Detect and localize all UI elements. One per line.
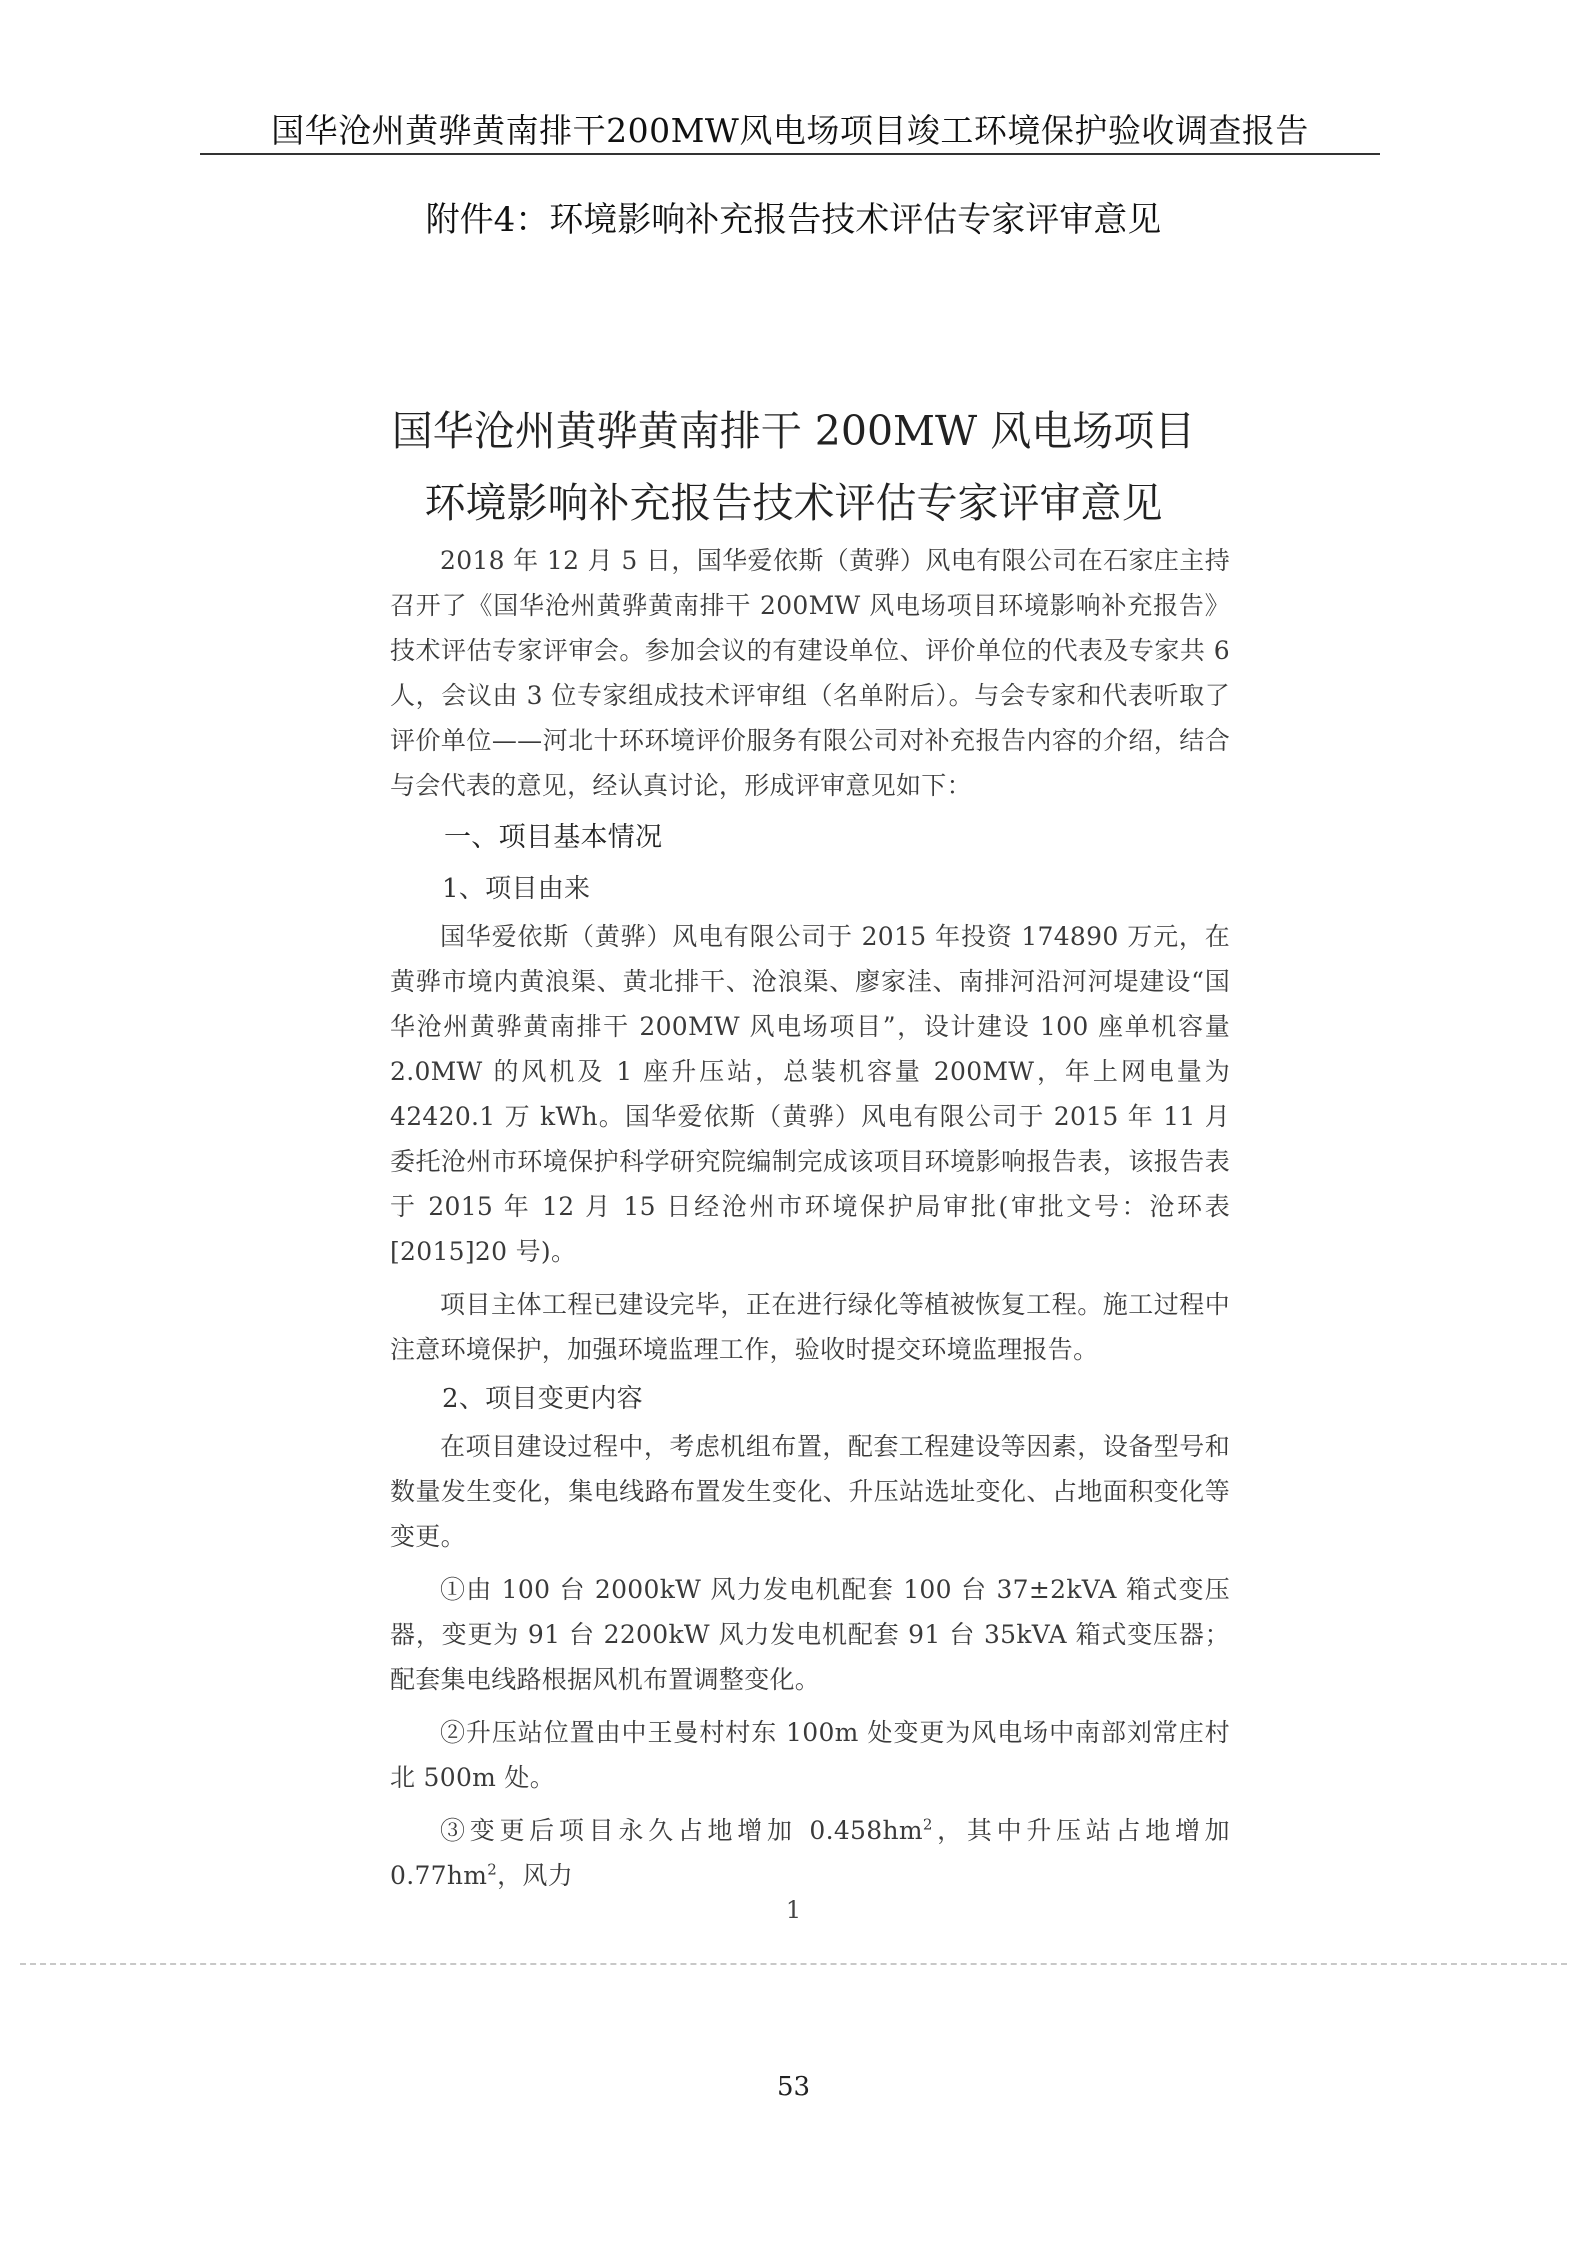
change-item-3-text-b: ，其中升压站占地增加 0.77hm xyxy=(390,1816,1230,1890)
section-heading: 一、项目基本情况 xyxy=(444,822,663,853)
subsection-heading: 1、项目由来 xyxy=(442,874,591,904)
change-item-2: ②升压站位置由中王曼村村东 100m 处变更为风电场中南部刘常庄村北 500m 处。 xyxy=(390,1718,1230,1792)
document-body xyxy=(390,538,1230,1898)
change-item-3-text-c: ，风力 xyxy=(497,1861,574,1890)
attachment-title: 附件4：环境影响补充报告技术评估专家评审意见 xyxy=(425,200,1162,240)
project-origin-paragraph: 国华爱依斯（黄骅）风电有限公司于 2015 年投资 174890 万元，在黄骅市境内黄浪渠、黄北排干、沧浪渠、廖家洼、南排河沿河河堤建设“国华沧州黄骅黄南排干 200MW 风电场项目”，设计建设 100 座单机容量 2.0MW 的风机及 1 座升压站，总装机容量 200MW，年上网电量为 42420.1 万 kWh。国华爱依斯（黄骅）风电有限公司于 2015 年 11 月委托沧州市环境保护科学研究院编制完成该项目环境影响报告表，该报告表于 2015 年 12 月 15 日经沧州市环境保护局审批(审批文号：沧环表[2015]20 号)。 xyxy=(390,922,1230,1266)
change-item-3 xyxy=(390,1808,1230,1898)
intro-paragraph: 2018 年 12 月 5 日，国华爱依斯（黄骅）风电有限公司在石家庄主持召开了《国华沧州黄骅黄南排干 200MW 风电场项目环境影响补充报告》技术评估专家评审会。参加会议的有建设单位、评价单位的代表及专家共 6 人，会议由 3 位专家组成技术评审组（名单附后）。与会专家和代表听取了评价单位——河北十环环境评价服务有限公司对补充报告内容的介绍，结合与会代表的意见，经认真讨论，形成评审意见如下： xyxy=(390,546,1230,800)
superscript: 2 xyxy=(922,1815,933,1834)
running-header-title: 国华沧州黄骅黄南排干200MW风电场项目竣工环境保护验收调查报告 xyxy=(271,111,1309,150)
document-title-line-1: 国华沧州黄骅黄南排干 200MW 风电场项目 xyxy=(391,407,1196,455)
change-item-3-text-a: ③变更后项目永久占地增加 0.458hm xyxy=(440,1816,923,1845)
superscript: 2 xyxy=(487,1860,498,1879)
construction-status-paragraph: 项目主体工程已建设完毕，正在进行绿化等植被恢复工程。施工过程中注意环境保护，加强环境监理工作，验收时提交环境监理报告。 xyxy=(390,1290,1230,1364)
subsection-heading: 2、项目变更内容 xyxy=(442,1384,643,1414)
scan-edge-line xyxy=(20,1963,1567,1965)
document-title-line-2: 环境影响补充报告技术评估专家评审意见 xyxy=(424,479,1163,527)
page-number: 53 xyxy=(776,2072,811,2102)
inner-page-number: 1 xyxy=(785,1896,802,1924)
changes-intro-paragraph: 在项目建设过程中，考虑机组布置，配套工程建设等因素，设备型号和数量发生变化，集电线路布置发生变化、升压站选址变化、占地面积变化等变更。 xyxy=(390,1432,1230,1551)
change-item-1: ①由 100 台 2000kW 风力发电机配套 100 台 37±2kVA 箱式变压器，变更为 91 台 2200kW 风力发电机配套 91 台 35kVA 箱式变压器；配套集电线路根据风机布置调整变化。 xyxy=(390,1575,1230,1694)
header-divider xyxy=(200,153,1380,155)
